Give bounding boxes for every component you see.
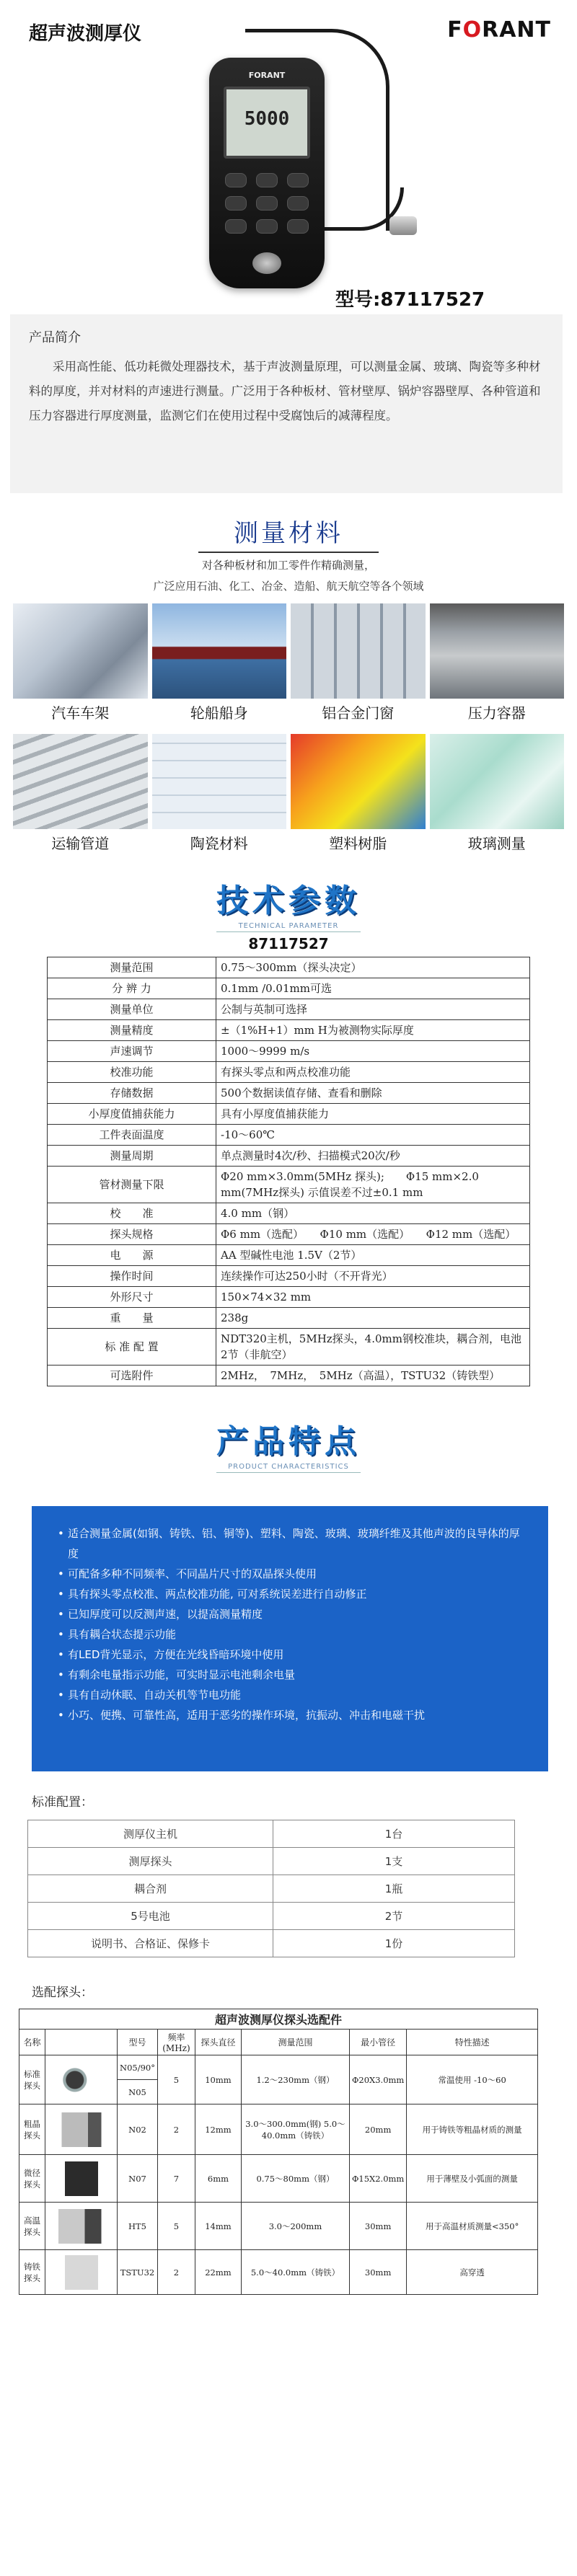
param-name: 管材测量下限 (48, 1167, 216, 1203)
table-row: 微径探头 N07 7 6mm 0.75～80mm（钢） Φ15X2.0mm 用于薄壁及小弧面的测量 (19, 2155, 538, 2203)
device-logo: FORANT (248, 71, 286, 80)
materials-title: 测量材料 (234, 519, 343, 548)
feature-item: • 具有探头零点校准、两点校准功能, 可对系统误差进行自动修正 (58, 1584, 527, 1604)
feature-item: • 具有耦合状态提示功能 (58, 1624, 527, 1645)
param-name: 小厚度值捕获能力 (48, 1104, 216, 1125)
features-panel (32, 1506, 548, 1771)
probe-head (389, 216, 417, 235)
table-row (48, 957, 530, 978)
param-name: 电 源 (48, 1245, 216, 1266)
param-name: 声速调节 (48, 1041, 216, 1062)
feature-item: • 小巧、便携、可靠性高，适用于恶劣的操作环境，抗振动、冲击和电磁干扰 (58, 1705, 527, 1725)
param-name: 校 准 (48, 1203, 216, 1224)
param-value: 1000～9999 m/s (216, 1041, 530, 1062)
param-name: 测量单位 (48, 999, 216, 1020)
config-item-qty: 2节 (273, 1903, 515, 1930)
param-value: NDT320主机，5MHz探头，4.0mm钢校准块，耦合剂，电池2节（非航空） (216, 1329, 530, 1366)
model-number: 型号:87117527 (335, 289, 485, 311)
param-value: Φ6 mm（选配） Φ10 mm（选配） Φ12 mm（选配） (216, 1224, 530, 1245)
materials-grid (13, 603, 564, 853)
config-table (27, 1820, 515, 1957)
config-title: 标准配置： (32, 1795, 93, 1810)
table-row (48, 1266, 530, 1287)
material-item: 玻璃测量 (430, 734, 565, 853)
param-name: 测量范围 (48, 957, 216, 978)
probe-table-caption: 超声波测厚仪探头选配件 (19, 2009, 538, 2030)
table-row: 粗晶探头 N02 2 12mm 3.0～300.0mm(钢) 5.0～40.0mm（铸铁） 20mm 用于铸铁等粗晶材质的测量 (19, 2104, 538, 2155)
thickness-gauge-device (209, 58, 325, 288)
param-value: -10～60℃ (216, 1125, 530, 1146)
config-item-qty: 1支 (273, 1848, 515, 1875)
param-value: Φ20 mm×3.0mm(5MHz 探头); Φ15 mm×2.0 mm(7MHz探头) 示值误差不过±0.1 mm (216, 1167, 530, 1203)
param-name: 标 准 配 置 (48, 1329, 216, 1366)
param-value: 238g (216, 1308, 530, 1329)
materials-subtitle-1: 对各种板材和加工零件作精确测量， (201, 559, 375, 572)
param-name: 校准功能 (48, 1062, 216, 1083)
probe-table-header: 名称 型号 频率(MHz) 探头直径 测量范围 最小管径 特性描述 (19, 2030, 538, 2055)
table-row (48, 1146, 530, 1167)
tech-table (47, 957, 530, 1386)
tech-model: 87117527 (248, 935, 329, 952)
materials-subtitle-2: 广泛应用石油、化工、冶金、造船、航天航空等各个领域 (153, 580, 424, 593)
tech-header (0, 875, 577, 932)
table-row (28, 1820, 515, 1848)
table-row: 高温探头 HT5 5 14mm 3.0～200mm 30mm 用于高温材质测量<350° (19, 2203, 538, 2250)
material-item: 铝合金门窗 (291, 603, 426, 722)
table-row (48, 999, 530, 1020)
hero-section (0, 0, 577, 310)
param-value: 500个数据读值存储、查看和删除 (216, 1083, 530, 1104)
feature-item: • 可配备多种不同频率、不同晶片尺寸的双晶探头使用 (58, 1564, 527, 1584)
config-item-name: 测厚仪主机 (28, 1820, 273, 1848)
table-row (48, 1308, 530, 1329)
materials-header (0, 513, 577, 593)
material-item: 压力容器 (430, 603, 565, 722)
param-value: ±（1%H+1）mm H为被测物实际厚度 (216, 1020, 530, 1041)
material-item: 陶瓷材料 (152, 734, 287, 853)
feature-item: • 已知厚度可以反测声速，以提高测量精度 (58, 1604, 527, 1624)
features-title-en: PRODUCT CHARACTERISTICS (228, 1463, 349, 1471)
table-row (28, 1848, 515, 1875)
standard-probe-image (48, 2063, 115, 2097)
param-value: 单点测量时4次/秒、扫描模式20次/秒 (216, 1146, 530, 1167)
device-keypad (225, 173, 309, 234)
material-item: 塑料树脂 (291, 734, 426, 853)
param-value: 连续操作可达250小时（不开背光） (216, 1266, 530, 1287)
feature-item: • 有LED背光显示，方便在光线昏暗环境中使用 (58, 1645, 527, 1665)
param-value: 0.75～300mm（探头决定） (216, 957, 530, 978)
config-item-qty: 1台 (273, 1820, 515, 1848)
param-value: 2MHz， 7MHz， 5MHz（高温），TSTU32（铸铁型） (216, 1366, 530, 1386)
table-row (48, 1020, 530, 1041)
table-row (48, 1203, 530, 1224)
car-frame-image (13, 603, 148, 699)
table-row (48, 1104, 530, 1125)
table-row (48, 1366, 530, 1386)
param-name: 存储数据 (48, 1083, 216, 1104)
plastic-resin-image (291, 734, 426, 829)
feature-item: • 具有自动休眠、自动关机等节电功能 (58, 1685, 527, 1705)
param-name: 重 量 (48, 1308, 216, 1329)
brand-logo: FORANT (447, 17, 551, 43)
param-name: 操作时间 (48, 1266, 216, 1287)
table-row (48, 1224, 530, 1245)
product-intro (10, 314, 563, 493)
table-row (48, 1329, 530, 1366)
config-item-qty: 1份 (273, 1930, 515, 1957)
config-item-name: 测厚探头 (28, 1848, 273, 1875)
table-row (48, 978, 530, 999)
tech-title-en: TECHNICAL PARAMETER (238, 922, 339, 930)
feature-item: • 有剩余电量指示功能，可实时显示电池剩余电量 (58, 1665, 527, 1685)
param-name: 可选附件 (48, 1366, 216, 1386)
param-value: 150×74×32 mm (216, 1287, 530, 1308)
table-row: N05 (19, 2080, 538, 2104)
table-row (48, 1041, 530, 1062)
table-row (48, 1287, 530, 1308)
device-screen: 5000 (224, 87, 310, 159)
table-row (28, 1903, 515, 1930)
high-temp-probe-image (48, 2209, 115, 2244)
param-name: 探头规格 (48, 1224, 216, 1245)
table-row: 标准探头 N05/90° 5 10mm 1.2～230mm（钢） Φ20X3.0mm 常温使用 -10～60 (19, 2055, 538, 2080)
config-item-name: 说明书、合格证、保修卡 (28, 1930, 273, 1957)
micro-probe-image (48, 2161, 115, 2196)
features-title: 产品特点 (216, 1423, 361, 1460)
cast-iron-probe-image (48, 2255, 115, 2290)
features-header (0, 1415, 577, 1473)
table-row (48, 1245, 530, 1266)
table-row (48, 1167, 530, 1203)
param-value: 公制与英制可选择 (216, 999, 530, 1020)
table-row (28, 1930, 515, 1957)
param-value: 4.0 mm（钢） (216, 1203, 530, 1224)
feature-item: • 适合测量金属(如钢、铸铁、铝、铜等)、塑料、陶瓷、玻璃、玻璃纤维及其他声波的良导体的厚度 (58, 1523, 527, 1564)
pressure-vessel-image (430, 603, 565, 699)
coarse-grain-probe-image (48, 2112, 115, 2147)
table-row: 铸铁探头 TSTU32 2 22mm 5.0～40.0mm（铸铁） 30mm 高穿透 (19, 2250, 538, 2295)
intro-heading: 产品简介 (29, 330, 81, 345)
config-item-name: 耦合剂 (28, 1875, 273, 1903)
ceramic-image (152, 734, 287, 829)
probe-table (19, 2009, 538, 2295)
param-value: AA 型碱性电池 1.5V（2节） (216, 1245, 530, 1266)
param-name: 工件表面温度 (48, 1125, 216, 1146)
probe-title: 选配探头： (32, 1986, 93, 2000)
config-item-name: 5号电池 (28, 1903, 273, 1930)
param-name: 测量精度 (48, 1020, 216, 1041)
config-item-qty: 1瓶 (273, 1875, 515, 1903)
param-value: 0.1mm /0.01mm可选 (216, 978, 530, 999)
material-item: 汽车车架 (13, 603, 148, 722)
ship-hull-image (152, 603, 287, 699)
param-name: 外形尺寸 (48, 1287, 216, 1308)
table-row (48, 1062, 530, 1083)
param-name: 测量周期 (48, 1146, 216, 1167)
intro-body: 采用高性能、低功耗微处理器技术，基于声波测量原理，可以测量金属、玻璃、陶瓷等多种材料的厚度，并对材料的声速进行测量。广泛用于各种板材、管材壁厚、锅炉容器壁厚、各种管道和压力容器进行厚度测量，监测它们在使用过程中受腐蚀后的减薄程度。 (29, 360, 541, 422)
aluminum-window-image (291, 603, 426, 699)
tech-title: 技术参数 (216, 882, 361, 919)
material-item: 运输管道 (13, 734, 148, 853)
product-title: 超声波测厚仪 (29, 23, 142, 45)
table-row (48, 1125, 530, 1146)
material-item: 轮船船身 (152, 603, 287, 722)
param-name: 分 辨 力 (48, 978, 216, 999)
pipeline-image (13, 734, 148, 829)
glass-image (430, 734, 565, 829)
table-row (28, 1875, 515, 1903)
table-row (48, 1083, 530, 1104)
param-value: 具有小厚度值捕获能力 (216, 1104, 530, 1125)
device-coupling-port (252, 252, 281, 274)
param-value: 有探头零点和两点校准功能 (216, 1062, 530, 1083)
